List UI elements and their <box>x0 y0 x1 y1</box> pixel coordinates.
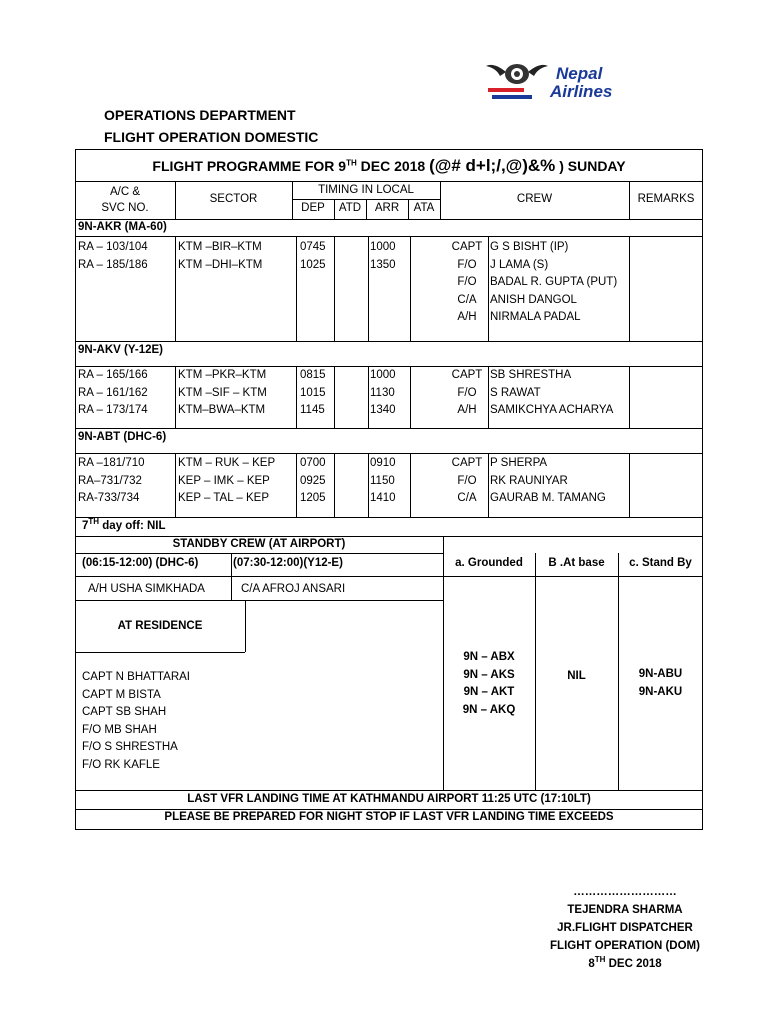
standby-y12: (07:30-12:00)(Y12-E) <box>233 557 343 569</box>
dep-time: 1025 <box>300 258 326 271</box>
col-ata: ATA <box>413 202 435 214</box>
col-dep: DEP <box>301 202 325 214</box>
arr-list <box>370 367 396 420</box>
dep-time: 1145 <box>300 404 325 416</box>
signature-date: 8TH DEC 2018 <box>588 955 662 970</box>
svc-list <box>78 239 148 274</box>
signatory-title: JR.FLIGHT DISPATCHER <box>557 922 693 934</box>
at-residence-header: AT RESIDENCE <box>117 620 203 632</box>
svc-no: RA – 185/186 <box>78 258 148 271</box>
crew-role: F/O <box>457 258 477 271</box>
svc-no: RA – 173/174 <box>78 404 148 416</box>
dep-list <box>300 455 326 508</box>
col-atd: ATD <box>338 202 362 214</box>
grounded-aircraft: 9N – AKQ <box>462 703 516 716</box>
sector: KEP – IMK – KEP <box>178 474 270 487</box>
crew-name: J LAMA (S) <box>490 258 549 271</box>
col-ac-svc: A/C & SVC NO. <box>101 186 149 214</box>
aircraft-heading: 9N-AKR (MA-60) <box>78 221 167 233</box>
nepali-date: (@# d+l;/,@)&% <box>429 156 556 175</box>
crew-role: A/H <box>457 404 477 416</box>
col-timing: TIMING IN LOCAL <box>318 184 414 196</box>
signature-dots: ……………………… <box>573 886 677 898</box>
crew-role-list <box>448 455 486 508</box>
sector-list <box>178 367 267 420</box>
crew-name: SB SHRESTHA <box>490 369 572 381</box>
signatory-dept: FLIGHT OPERATION (DOM) <box>550 940 700 952</box>
crew-name: G S BISHT (IP) <box>490 241 569 253</box>
dep-time: 1015 <box>300 386 326 399</box>
grounded-list <box>443 649 535 719</box>
crew-name-list <box>490 239 617 327</box>
aircraft-heading: 9N-ABT (DHC-6) <box>78 431 167 443</box>
arr-time: 1150 <box>370 474 395 487</box>
svc-no: RA –181/710 <box>78 457 145 469</box>
crew-role: CAPT <box>451 369 483 381</box>
signatory-name: TEJENDRA SHARMA <box>567 904 683 916</box>
svc-no: RA – 165/166 <box>78 369 148 381</box>
division-heading: FLIGHT OPERATION DOMESTIC <box>104 129 319 145</box>
standby-title: STANDBY CREW (AT AIRPORT) <box>172 538 346 550</box>
grounded-aircraft: 9N – AKT <box>463 686 515 698</box>
arr-time: 1340 <box>370 404 396 416</box>
crew-name: RK RAUNIYAR <box>490 474 568 487</box>
at-base-header: B .At base <box>548 557 605 569</box>
residence-crew: CAPT M BISTA <box>82 688 161 701</box>
grounded-aircraft: 9N – ABX <box>463 651 515 663</box>
sector: KEP – TAL – KEP <box>178 492 269 504</box>
residence-crew: F/O S SHRESTHA <box>82 741 178 753</box>
logo-emblem-icon <box>486 58 548 104</box>
stand-by-list <box>618 666 703 701</box>
sector-list <box>178 239 262 274</box>
crew-name-list <box>490 367 613 420</box>
stand-by-aircraft: 9N-ABU <box>638 668 683 680</box>
sector: KTM –DHI–KTM <box>178 258 263 271</box>
crew-role: C/A <box>457 293 477 306</box>
residence-crew-list <box>82 669 190 774</box>
grounded-aircraft: 9N – AKS <box>463 668 515 681</box>
sector-list <box>178 455 275 508</box>
residence-crew: F/O MB SHAH <box>82 723 157 736</box>
arr-time: 1000 <box>370 369 396 381</box>
col-remarks: REMARKS <box>637 193 695 205</box>
crew-role-list <box>448 239 486 327</box>
sector: KTM –PKR–KTM <box>178 369 267 381</box>
crew-name-list <box>490 455 606 508</box>
crew-name: NIRMALA PADAL <box>490 311 581 323</box>
arr-time: 0910 <box>370 457 396 469</box>
logo-line2: Airlines <box>550 82 613 101</box>
crew-role: CAPT <box>451 457 483 469</box>
dep-time: 0925 <box>300 474 326 487</box>
sector: KTM –SIF – KTM <box>178 386 267 399</box>
crew-name: BADAL R. GUPTA (PUT) <box>490 276 618 288</box>
col-arr: ARR <box>374 202 400 214</box>
svc-list <box>78 367 148 420</box>
dep-time: 0815 <box>300 369 326 381</box>
arr-time: 1410 <box>370 492 396 504</box>
svc-no: RA – 161/162 <box>78 386 148 399</box>
crew-role: CAPT <box>451 241 483 253</box>
arr-time: 1350 <box>370 258 396 271</box>
crew-name: SAMIKCHYA ACHARYA <box>490 404 614 416</box>
at-base-value: NIL <box>567 670 586 682</box>
night-stop-note: PLEASE BE PREPARED FOR NIGHT STOP IF LAST VFR LANDING TIME EXCEEDS <box>164 811 614 823</box>
dep-time: 1205 <box>300 492 326 504</box>
crew-role: F/O <box>457 386 477 399</box>
residence-crew: CAPT SB SHAH <box>82 706 167 718</box>
dep-time: 0700 <box>300 457 326 469</box>
crew-role: C/A <box>457 492 477 504</box>
aircraft-heading: 9N-AKV (Y-12E) <box>78 344 163 356</box>
arr-time: 1000 <box>370 241 396 253</box>
svc-list <box>78 455 145 508</box>
airport-crew-y12: C/A AFROJ ANSARI <box>241 583 346 595</box>
logo-line1: Nepal <box>556 64 603 83</box>
airport-crew-dhc6: A/H USHA SIMKHADA <box>88 583 205 595</box>
grounded-header: a. Grounded <box>455 557 523 569</box>
residence-crew: CAPT N BHATTARAI <box>82 671 190 683</box>
crew-role-list <box>448 367 486 420</box>
crew-role: F/O <box>457 276 477 288</box>
svc-no: RA–731/732 <box>78 474 142 487</box>
crew-name: ANISH DANGOL <box>490 293 577 306</box>
sector: KTM – RUK – KEP <box>178 457 276 469</box>
dep-list <box>300 239 326 274</box>
crew-name: GAURAB M. TAMANG <box>490 492 606 504</box>
crew-name: S RAWAT <box>490 386 541 399</box>
dep-list <box>300 367 326 420</box>
residence-crew: F/O RK KAFLE <box>82 758 160 771</box>
day-off-note: 7TH day off: NIL <box>82 517 166 532</box>
dep-time: 0745 <box>300 241 326 253</box>
department-heading: OPERATIONS DEPARTMENT <box>104 107 296 123</box>
crew-role: F/O <box>457 474 477 487</box>
sector: KTM–BWA–KTM <box>178 404 266 416</box>
col-sector: SECTOR <box>209 193 258 205</box>
crew-name: P SHERPA <box>490 457 548 469</box>
stand-by-aircraft: 9N-AKU <box>638 685 683 698</box>
col-crew: CREW <box>516 193 553 205</box>
programme-title: FLIGHT PROGRAMME FOR 9TH DEC 2018 (@# d+l;/,@)&% ) SUNDAY <box>152 156 626 175</box>
arr-list <box>370 239 396 274</box>
standby-dhc6: (06:15-12:00) (DHC-6) <box>82 557 199 569</box>
stand-by-header: c. Stand By <box>629 557 692 569</box>
sector: KTM –BIR–KTM <box>178 241 262 253</box>
arr-list <box>370 455 396 508</box>
vfr-note: LAST VFR LANDING TIME AT KATHMANDU AIRPORT 11:25 UTC (17:10LT) <box>187 793 591 805</box>
nepal-airlines-logo <box>486 58 636 106</box>
crew-role: A/H <box>457 311 477 323</box>
arr-time: 1130 <box>370 386 395 399</box>
svc-no: RA-733/734 <box>78 492 140 504</box>
signature-block <box>510 883 740 973</box>
svc-no: RA – 103/104 <box>78 241 148 253</box>
